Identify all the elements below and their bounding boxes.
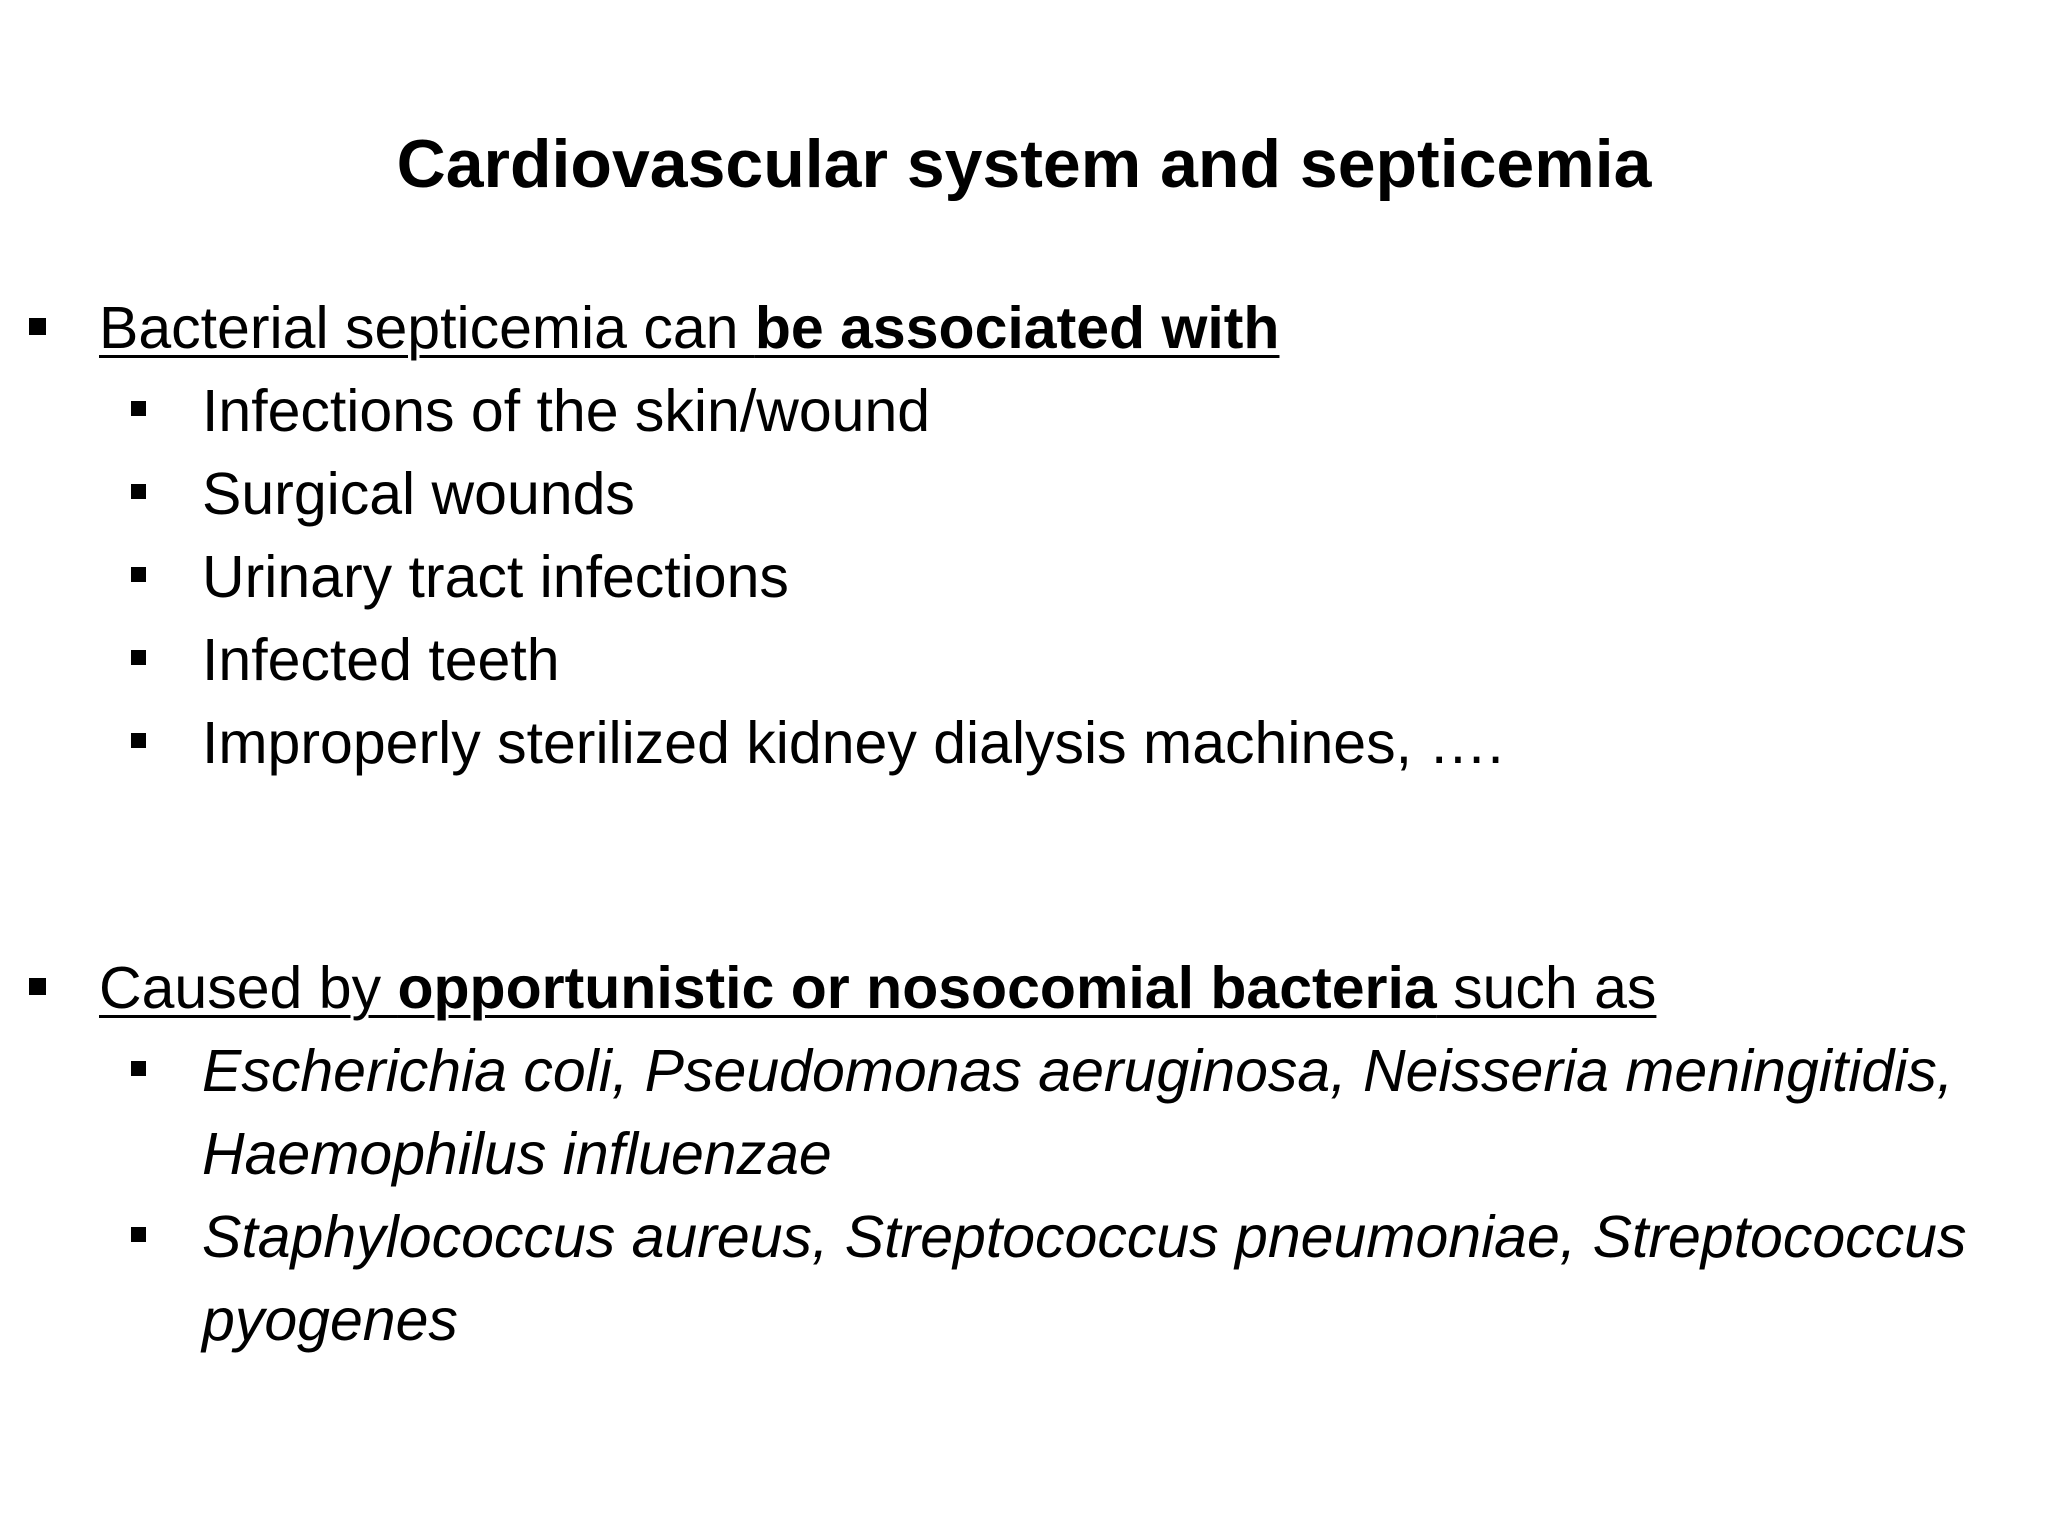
list-item: [0, 370, 2048, 453]
list-item: [0, 1030, 2048, 1196]
list-item: [0, 702, 2048, 785]
list-item-text: Infected teeth: [202, 627, 560, 693]
list-item-text: Improperly sterilized kidney dialysis machines, ….: [202, 710, 1504, 776]
list-item-text: Urinary tract infections: [202, 544, 789, 610]
list-item: [0, 536, 2048, 619]
list-item: [0, 1196, 2048, 1362]
square-bullet-icon: [131, 650, 146, 665]
square-bullet-icon: [131, 1227, 146, 1242]
list-item-text: Escherichia coli, Pseudomonas aeruginosa, Neisseria meningitidis, Haemophilus influenzae: [202, 1038, 1954, 1187]
bullet-heading: [0, 946, 2048, 1030]
list-item-text: Infections of the skin/wound: [202, 378, 931, 444]
square-bullet-icon: [131, 1061, 146, 1076]
square-bullet-icon: [131, 567, 146, 582]
list-item: [0, 619, 2048, 702]
square-bullet-icon: [131, 401, 146, 416]
section-associations: [0, 286, 2048, 785]
square-bullet-icon: [131, 733, 146, 748]
square-bullet-icon: [29, 318, 46, 335]
heading-normal-text: Caused by: [99, 955, 398, 1021]
list-item: [0, 453, 2048, 536]
square-bullet-icon: [29, 978, 46, 995]
bullet-heading: [0, 286, 2048, 370]
heading-bold-text: opportunistic or nosocomial bacteria: [397, 955, 1437, 1021]
list-item-text: Staphylococcus aureus, Streptococcus pneumoniae, Streptococcus pyogenes: [202, 1204, 1967, 1353]
section-causes: [0, 946, 2048, 1362]
list-item-text: Surgical wounds: [202, 461, 635, 527]
heading-normal-text: such as: [1436, 955, 1657, 1021]
bullet-heading-text: [99, 946, 1656, 1030]
square-bullet-icon: [131, 484, 146, 499]
slide-title: Cardiovascular system and septicemia: [396, 126, 1652, 202]
heading-normal-text: Bacterial septicemia can: [99, 295, 755, 361]
bullet-heading-text: [99, 286, 1279, 370]
heading-bold-text: be associated with: [754, 295, 1280, 361]
